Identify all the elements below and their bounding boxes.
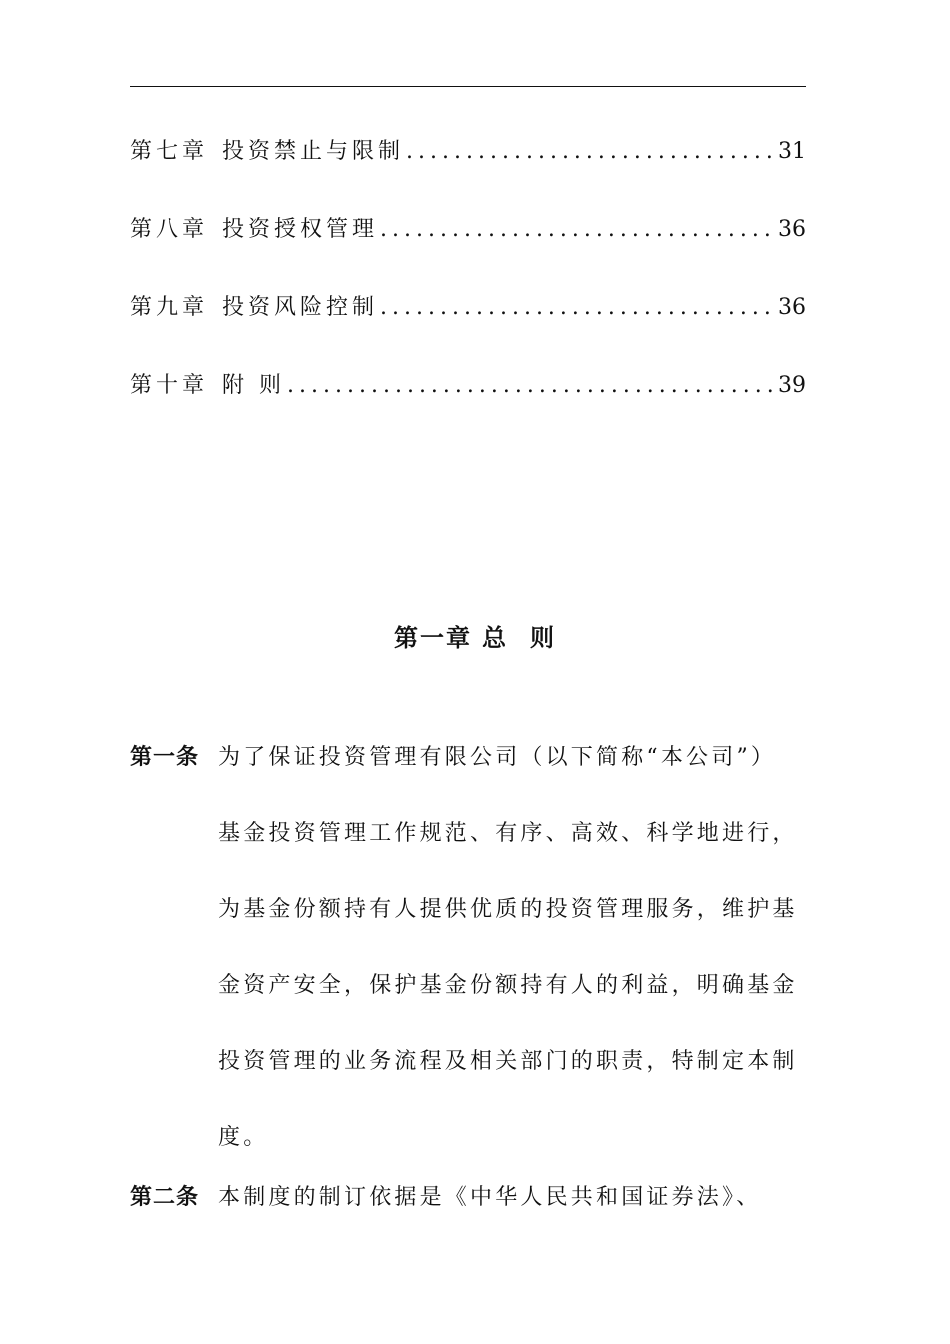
toc-title: 附 则	[222, 373, 286, 398]
toc-title: 投资风险控制	[222, 295, 379, 320]
table-of-contents	[130, 134, 806, 446]
article-text-line: 投资管理的业务流程及相关部门的职责，特制定本制	[218, 1049, 798, 1074]
toc-entry[interactable]	[130, 134, 806, 212]
chapter-heading	[0, 618, 950, 653]
toc-chapter: 第八章	[130, 217, 209, 242]
toc-page-number: 36	[778, 295, 806, 320]
toc-leader-dots	[406, 134, 776, 170]
header-rule	[130, 86, 806, 87]
toc-page-number: 36	[778, 217, 806, 242]
toc-entry[interactable]	[130, 368, 806, 446]
article-1	[130, 738, 806, 1194]
article-text-line: 本制度的制订依据是《中华人民共和国证券法》、	[218, 1185, 762, 1210]
chapter-number: 第一章	[394, 624, 472, 652]
toc-page-number: 39	[778, 373, 806, 398]
toc-leader-dots	[287, 368, 776, 404]
toc-leader-dots	[380, 212, 776, 248]
chapter-title-part: 总	[482, 624, 508, 652]
toc-leader-dots	[380, 290, 776, 326]
toc-chapter: 第九章	[130, 295, 209, 320]
toc-entry[interactable]	[130, 290, 806, 368]
article-text-line: 为基金份额持有人提供优质的投资管理服务，维护基	[218, 897, 798, 922]
toc-chapter: 第十章	[130, 373, 209, 398]
toc-chapter: 第七章	[130, 139, 209, 164]
toc-title: 投资禁止与限制	[222, 139, 405, 164]
toc-title: 投资授权管理	[222, 217, 379, 242]
article-2	[130, 1178, 806, 1254]
article-label: 第一条	[130, 745, 200, 770]
article-text-line: 基金投资管理工作规范、有序、高效、科学地进行，	[218, 821, 798, 846]
article-text-line: 为了保证投资管理有限公司（以下简称“本公司”）	[218, 745, 777, 770]
toc-entry[interactable]	[130, 212, 806, 290]
article-text-line: 金资产安全，保护基金份额持有人的利益，明确基金	[218, 973, 798, 998]
article-label: 第二条	[130, 1185, 200, 1210]
toc-page-number: 31	[778, 139, 806, 164]
chapter-title-part: 则	[530, 624, 556, 652]
article-text-line: 度。	[218, 1125, 269, 1150]
